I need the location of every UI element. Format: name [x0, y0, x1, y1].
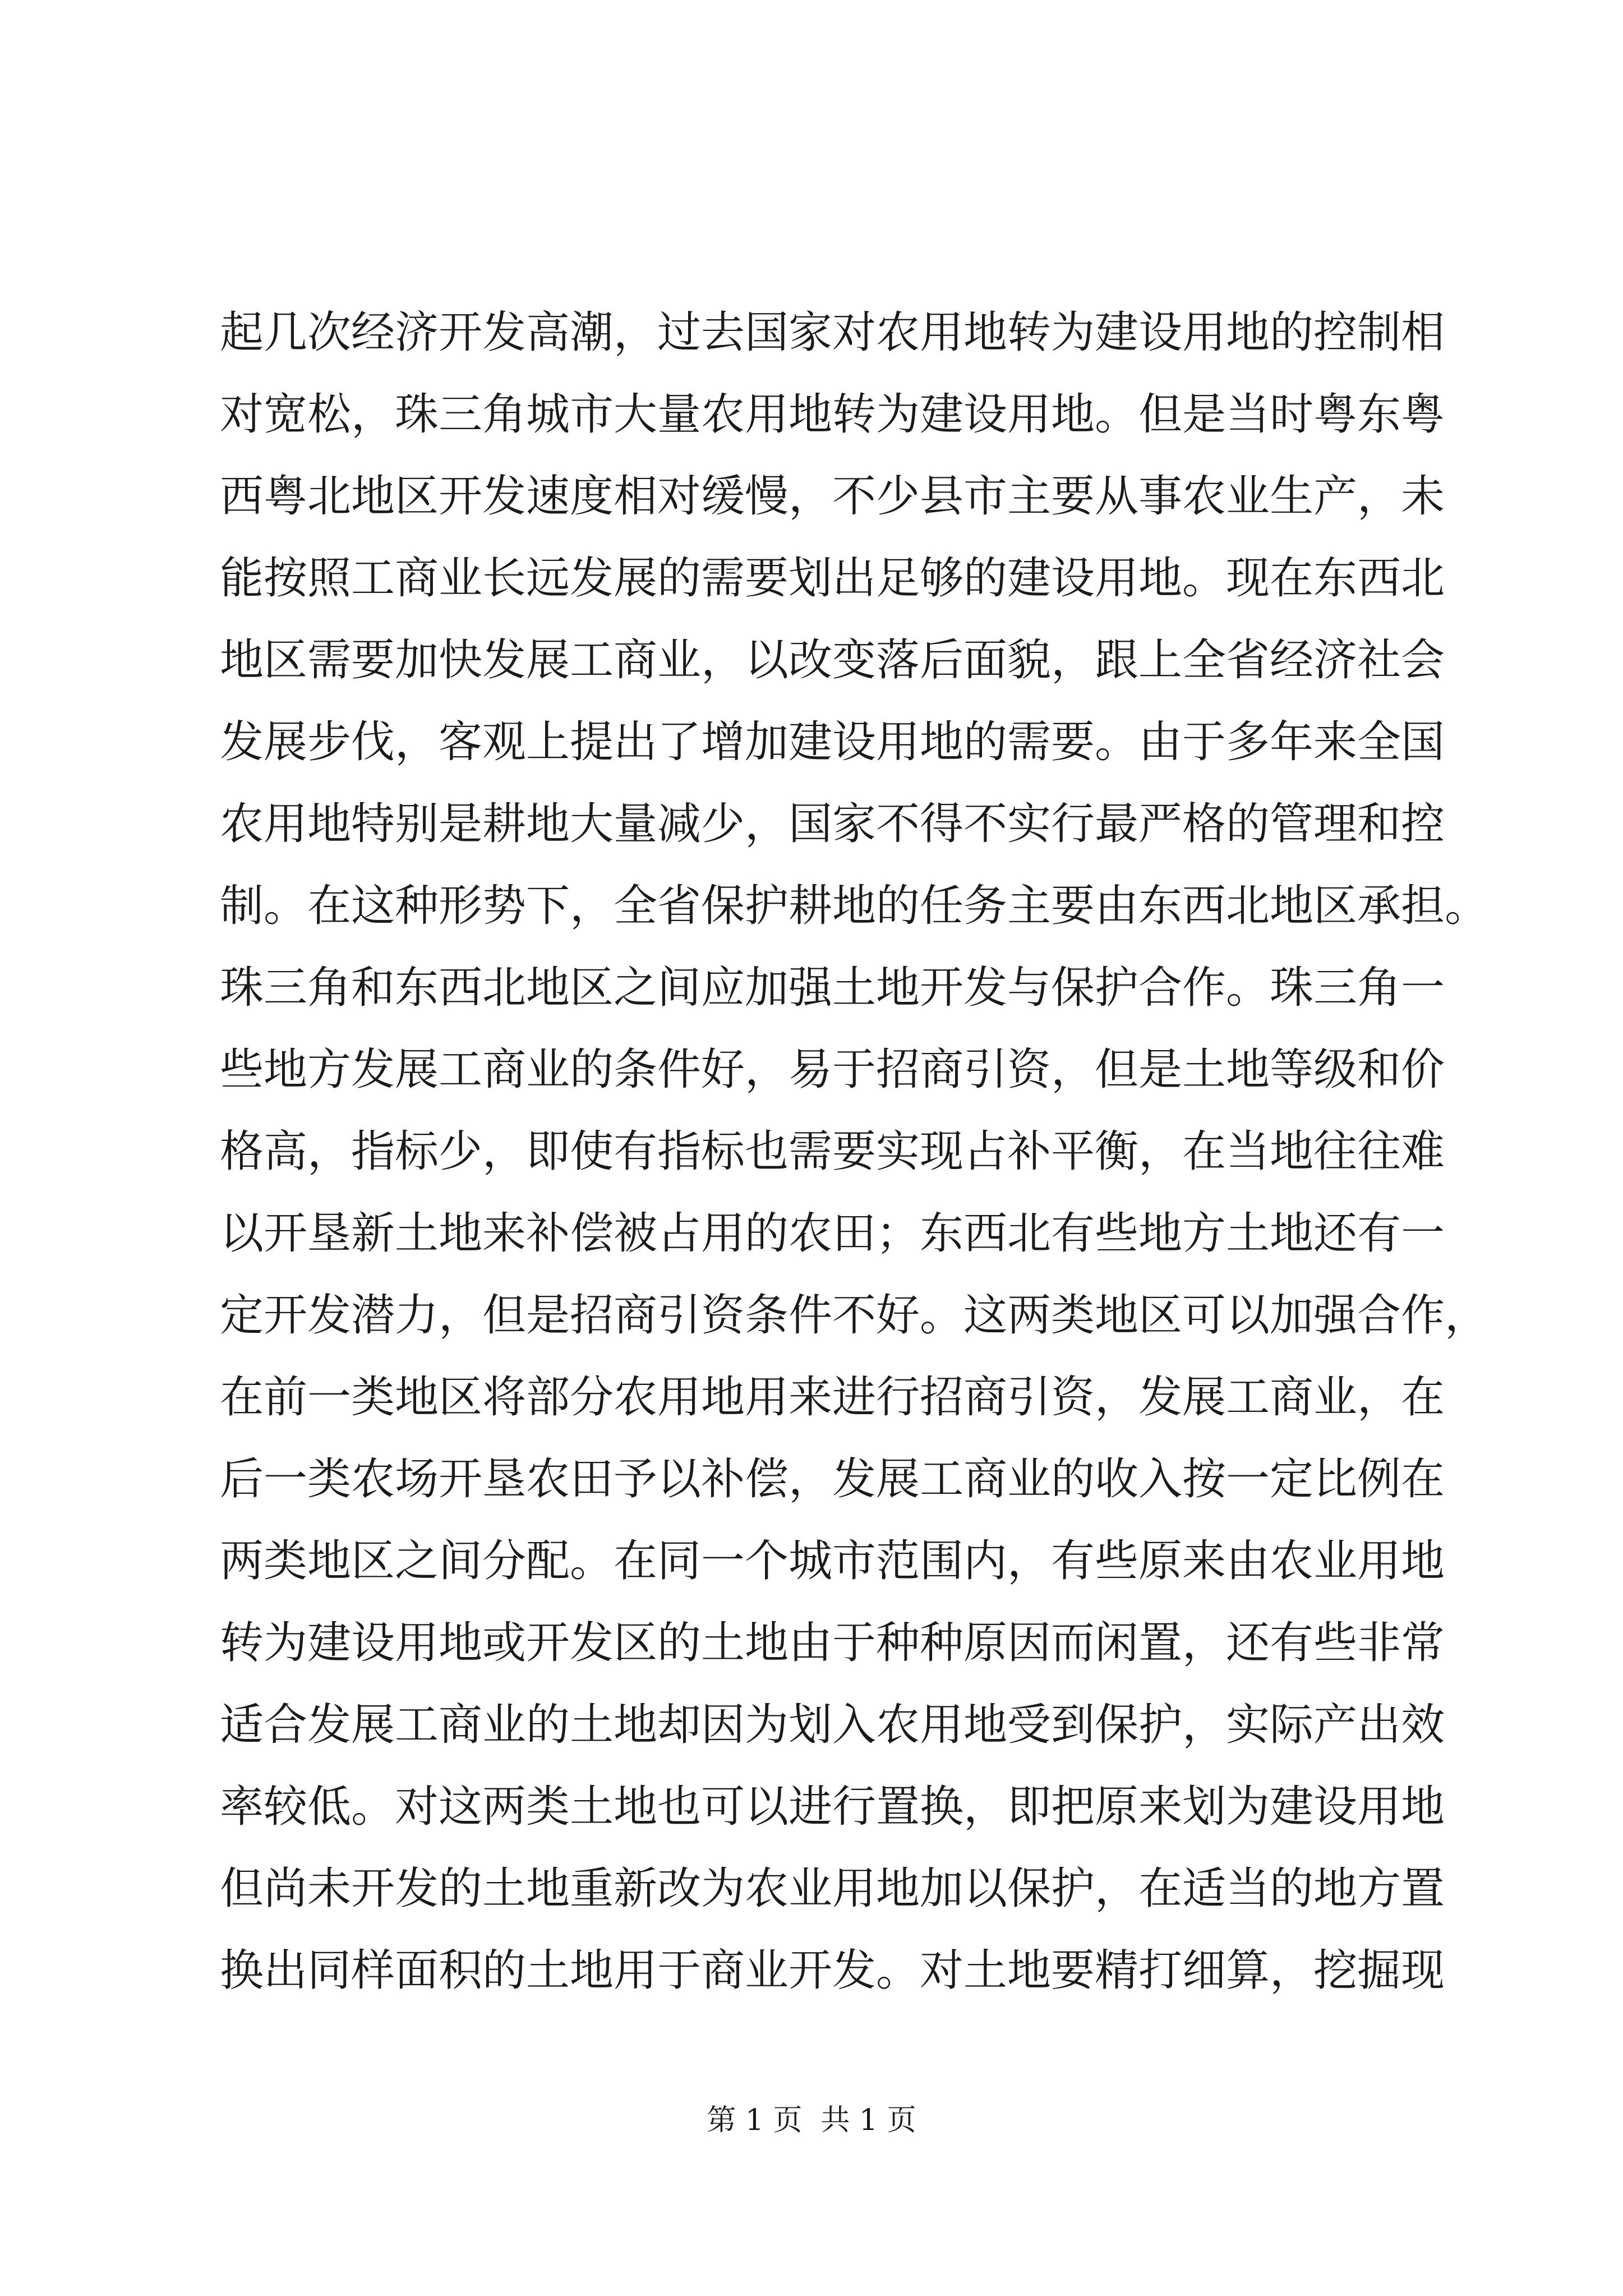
text-line: 地区需要加快发展工商业，以改变落后面貌，跟上全省经济社会: [220, 635, 1445, 685]
text-line: 农用地特别是耕地大量减少，国家不得不实行最严格的管理和控: [220, 799, 1445, 849]
text-line: 以开垦新土地来补偿被占用的农田；东西北有些地方土地还有一: [220, 1208, 1445, 1259]
text-line: 适合发展工商业的土地却因为划入农用地受到保护，实际产出效: [220, 1700, 1445, 1750]
text-line: 西粤北地区开发速度相对缓慢，不少县市主要从事农业生产，未: [220, 471, 1445, 522]
text-line: 珠三角和东西北地区之间应加强土地开发与保护合作。珠三角一: [220, 963, 1445, 1013]
text-line: 在前一类地区将部分农用地用来进行招商引资，发展工商业，在: [220, 1372, 1445, 1423]
page-footer: [0, 2101, 1623, 2140]
body-paragraph: [220, 292, 1489, 2012]
text-line: 定开发潜力，但是招商引资条件不好。这两类地区可以加强合作，: [220, 1290, 1489, 1341]
text-line: 起几次经济开发高潮，过去国家对农用地转为建设用地的控制相: [220, 307, 1445, 358]
text-line: 对宽松，珠三角城市大量农用地转为建设用地。但是当时粤东粤: [220, 389, 1445, 440]
text-line: 制。在这种形势下，全省保护耕地的任务主要由东西北地区承担。: [220, 881, 1489, 931]
text-line: 两类地区之间分配。在同一个城市范围内，有些原来由农业用地: [220, 1536, 1445, 1586]
text-line: 转为建设用地或开发区的土地由于种种原因而闲置，还有些非常: [220, 1618, 1445, 1668]
text-line: 换出同样面积的土地用于商业开发。对土地要精打细算，挖掘现: [220, 1945, 1445, 1996]
text-line: 发展步伐，客观上提出了增加建设用地的需要。由于多年来全国: [220, 717, 1445, 767]
page-number: 第 1 页 共 1 页: [707, 2104, 916, 2137]
text-line: 能按照工商业长远发展的需要划出足够的建设用地。现在东西北: [220, 553, 1445, 604]
text-line: 但尚未开发的土地重新改为农业用地加以保护，在适当的地方置: [220, 1864, 1445, 1914]
text-line: 率较低。对这两类土地也可以进行置换，即把原来划为建设用地: [220, 1782, 1445, 1832]
text-line: 格高，指标少，即使有指标也需要实现占补平衡，在当地往往难: [220, 1126, 1445, 1177]
text-line: 后一类农场开垦农田予以补偿，发展工商业的收入按一定比例在: [220, 1454, 1445, 1504]
text-line: 些地方发展工商业的条件好，易于招商引资，但是土地等级和价: [220, 1045, 1445, 1095]
